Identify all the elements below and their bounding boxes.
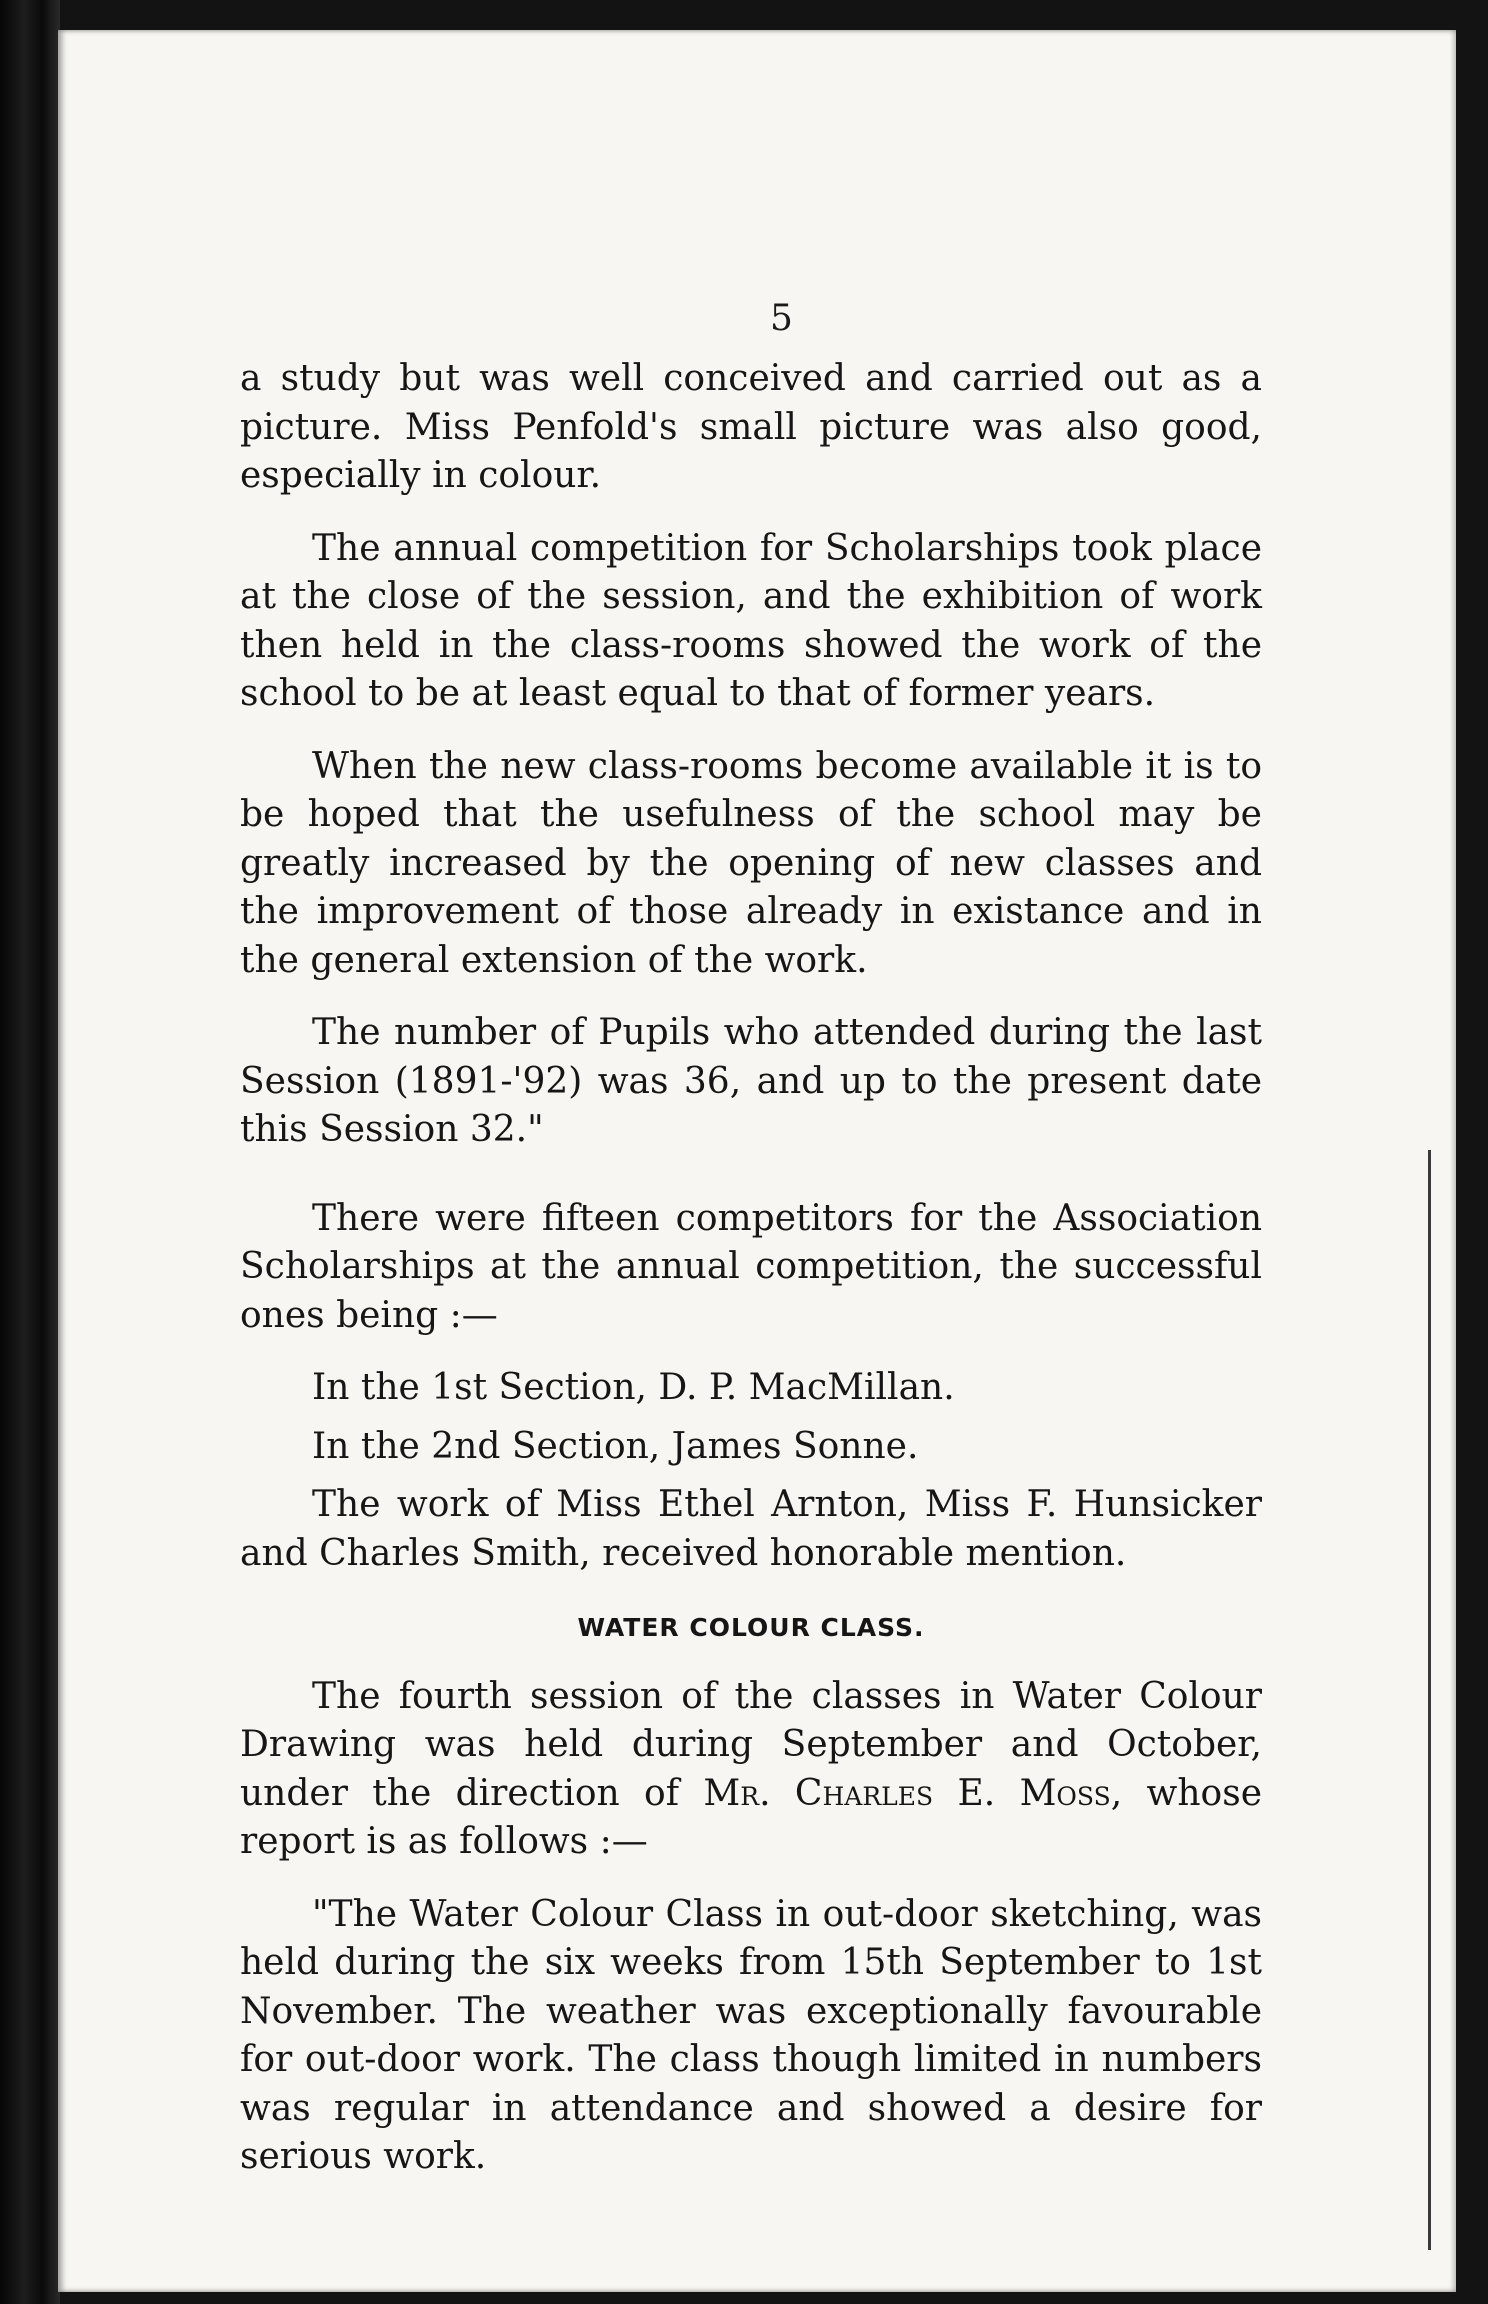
paragraph-3: When the new class-rooms become available it is to be hoped that the usefulness of the school may be greatly increased by the opening of new classes and the improvement of those already in existance and in the general extension of the work. (240, 745, 1262, 981)
section-heading: WATER COLOUR CLASS. (577, 1613, 925, 1642)
paragraph-4: The number of Pupils who attended during the last Session (1891-'92) was 36, and up to the present date this Session 32." (240, 1012, 1262, 1150)
paragraph-5: There were fifteen competitors for the Association Scholarships at the annual competition, the successful ones being :— (240, 1197, 1262, 1336)
paragraph-6: In the 1st Section, D. P. MacMillan. (312, 1367, 955, 1408)
person-name: Mr. Charles E. Moss (703, 1772, 1111, 1814)
paragraph-9-end: , whose report is as follows :— (240, 1772, 1262, 1862)
page-number: 5 (770, 298, 793, 339)
paragraph-8: The work of Miss Ethel Arnton, Miss F. Hunsicker and Charles Smith, received honorable mention. (240, 1484, 1262, 1574)
body-text (240, 355, 1262, 2206)
right-margin-rule (1428, 1150, 1431, 2250)
paragraph-7: In the 2nd Section, James Sonne. (312, 1425, 919, 1467)
paragraph-1: a study but was well conceived and carried out as a picture. Miss Penfold's small picture was also good, especially in colour. (240, 358, 1262, 496)
paragraph-10: "The Water Colour Class in out-door sketching, was held during the six weeks from 15th September to 1st November. The weather was exceptionally favourable for out-door work. The class though limited in numbers was regular in attendance and showed a desire for serious work. (240, 1893, 1262, 2177)
paragraph-9 (240, 1673, 1262, 1867)
book-binding-edge (0, 0, 60, 2304)
paragraph-9-start: The fourth session of the classes in Water Colour Drawing was held during September and October, under the direction of (240, 1675, 1262, 1814)
paragraph-2: The annual competition for Scholarships took place at the close of the session, and the exhibition of work then held in the class-rooms showed the work of the school to be at least equal to that of former years. (240, 527, 1262, 714)
